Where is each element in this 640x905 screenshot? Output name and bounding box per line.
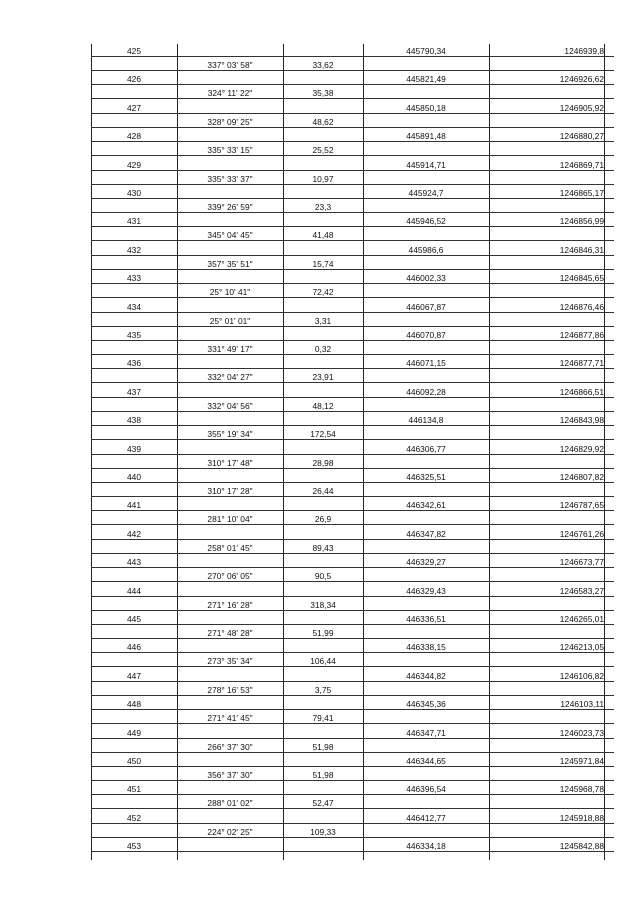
bearing-angle: 25° 10' 41" bbox=[209, 287, 251, 298]
point-number: 437 bbox=[127, 386, 141, 397]
segment-distance: 10,97 bbox=[312, 173, 334, 184]
coordinates-table bbox=[91, 44, 614, 860]
row-divider bbox=[91, 482, 614, 483]
coordinate-x: 446071,15 bbox=[406, 358, 446, 369]
row-divider bbox=[91, 170, 614, 171]
bearing-angle: 332° 04' 56" bbox=[207, 400, 253, 411]
segment-distance: 72,42 bbox=[312, 287, 334, 298]
row-divider bbox=[91, 766, 614, 767]
row-divider bbox=[91, 84, 614, 85]
coordinate-x: 446338,15 bbox=[406, 642, 446, 653]
row-divider bbox=[91, 610, 614, 611]
coordinate-x: 445946,52 bbox=[406, 216, 446, 227]
point-number: 450 bbox=[127, 756, 141, 766]
row-divider bbox=[91, 539, 614, 540]
bearing-angle: 270° 06' 05" bbox=[207, 571, 253, 582]
point-number: 433 bbox=[127, 273, 141, 284]
row-divider bbox=[91, 98, 614, 99]
bearing-angle: 271° 16' 28" bbox=[207, 599, 253, 610]
point-number: 452 bbox=[127, 812, 141, 823]
row-divider bbox=[91, 851, 614, 852]
coordinate-x: 446342,61 bbox=[406, 500, 446, 511]
row-divider bbox=[91, 141, 614, 142]
row-divider bbox=[91, 567, 614, 568]
row-divider bbox=[91, 624, 614, 625]
coordinate-y: 1246869,71 bbox=[559, 159, 604, 170]
row-divider bbox=[91, 326, 614, 327]
point-number: 436 bbox=[127, 358, 141, 369]
segment-distance: 35,38 bbox=[312, 88, 334, 99]
coordinate-x: 446067,87 bbox=[406, 301, 446, 312]
bearing-angle: 288° 01' 02" bbox=[207, 798, 253, 809]
segment-distance: 318,34 bbox=[310, 599, 336, 610]
point-number: 429 bbox=[127, 159, 141, 170]
point-number: 441 bbox=[127, 500, 141, 511]
row-divider bbox=[91, 454, 614, 455]
row-divider bbox=[91, 155, 614, 156]
coordinate-x: 446329,27 bbox=[406, 557, 446, 568]
bearing-angle: 271° 41' 45" bbox=[207, 713, 253, 724]
row-divider bbox=[91, 709, 614, 710]
row-divider bbox=[91, 652, 614, 653]
coordinate-y: 1246866,51 bbox=[559, 386, 604, 397]
row-divider bbox=[91, 695, 614, 696]
segment-distance: 52,47 bbox=[312, 798, 334, 809]
coordinate-x: 446396,54 bbox=[406, 784, 446, 795]
point-number: 438 bbox=[127, 415, 141, 426]
point-number: 442 bbox=[127, 528, 141, 539]
point-number: 451 bbox=[127, 784, 141, 795]
row-divider bbox=[91, 823, 614, 824]
coordinate-x: 446134,8 bbox=[408, 415, 444, 426]
bearing-angle: 310° 17' 48" bbox=[207, 457, 253, 468]
bearing-angle: 273° 35' 34" bbox=[207, 656, 253, 667]
row-divider bbox=[91, 269, 614, 270]
row-divider bbox=[91, 184, 614, 185]
row-divider bbox=[91, 368, 614, 369]
point-number: 449 bbox=[127, 727, 141, 738]
point-number: 428 bbox=[127, 131, 141, 142]
row-divider bbox=[91, 524, 614, 525]
coordinate-y: 1245842,88 bbox=[559, 841, 604, 852]
row-divider bbox=[91, 666, 614, 667]
row-divider bbox=[91, 468, 614, 469]
coordinate-y: 1246865,17 bbox=[559, 188, 604, 198]
coordinate-y: 1246023,73 bbox=[559, 727, 604, 738]
bearing-angle: 328° 09' 25" bbox=[207, 116, 253, 127]
segment-distance: 25,52 bbox=[312, 145, 334, 156]
coordinate-y: 1246583,27 bbox=[559, 585, 604, 596]
coordinate-y: 1246876,46 bbox=[559, 301, 604, 312]
coordinate-x: 446334,18 bbox=[406, 841, 446, 852]
coordinate-y: 1245971,84 bbox=[559, 756, 604, 766]
coordinate-x: 446002,33 bbox=[406, 273, 446, 284]
row-divider bbox=[91, 226, 614, 227]
coordinate-y: 1246905,92 bbox=[559, 102, 604, 113]
row-divider bbox=[91, 780, 614, 781]
segment-distance: 89,43 bbox=[312, 542, 334, 553]
row-divider bbox=[91, 283, 614, 284]
point-number: 426 bbox=[127, 74, 141, 85]
row-divider bbox=[91, 638, 614, 639]
point-number: 430 bbox=[127, 188, 141, 198]
bearing-angle: 356° 37' 30" bbox=[207, 770, 253, 780]
point-number: 447 bbox=[127, 670, 141, 681]
coordinate-x: 446325,51 bbox=[406, 472, 446, 482]
coordinate-y: 1246845,65 bbox=[559, 273, 604, 284]
point-number: 431 bbox=[127, 216, 141, 227]
bearing-angle: 335° 33' 37" bbox=[207, 173, 253, 184]
bearing-angle: 335° 33' 15" bbox=[207, 145, 253, 156]
row-divider bbox=[91, 113, 614, 114]
coordinate-y: 1246856,99 bbox=[559, 216, 604, 227]
bearing-angle: 310° 17' 28" bbox=[207, 486, 253, 496]
segment-distance: 26,44 bbox=[312, 486, 334, 496]
coordinate-x: 446344,65 bbox=[406, 756, 446, 766]
row-divider bbox=[91, 255, 614, 256]
row-divider bbox=[91, 596, 614, 597]
coordinate-y: 1246877,86 bbox=[559, 330, 604, 340]
coordinate-y: 1246673,77 bbox=[559, 557, 604, 568]
segment-distance: 48,12 bbox=[312, 400, 334, 411]
segment-distance: 48,62 bbox=[312, 116, 334, 127]
row-divider bbox=[91, 738, 614, 739]
row-divider bbox=[91, 70, 614, 71]
coordinate-x: 445821,49 bbox=[406, 74, 446, 85]
segment-distance: 15,74 bbox=[312, 258, 334, 269]
point-number: 439 bbox=[127, 443, 141, 454]
coordinate-x: 445986,6 bbox=[408, 244, 444, 255]
row-divider bbox=[91, 439, 614, 440]
point-number: 444 bbox=[127, 585, 141, 596]
bearing-angle: 266° 37' 30" bbox=[207, 741, 253, 752]
segment-distance: 79,41 bbox=[312, 713, 334, 724]
coordinate-y: 1246843,98 bbox=[559, 415, 604, 426]
bearing-angle: 357° 35' 51" bbox=[207, 258, 253, 269]
row-divider bbox=[91, 127, 614, 128]
point-number: 445 bbox=[127, 614, 141, 624]
point-number: 443 bbox=[127, 557, 141, 568]
coordinate-x: 445914,71 bbox=[406, 159, 446, 170]
bearing-angle: 337° 03' 58" bbox=[207, 60, 253, 70]
coordinate-x: 445891,48 bbox=[406, 131, 446, 142]
row-divider bbox=[91, 56, 614, 57]
bearing-angle: 345° 04' 45" bbox=[207, 230, 253, 241]
row-divider bbox=[91, 340, 614, 341]
segment-distance: 90,5 bbox=[314, 571, 332, 582]
coordinate-x: 446306,77 bbox=[406, 443, 446, 454]
point-number: 434 bbox=[127, 301, 141, 312]
bearing-angle: 331° 49' 17" bbox=[207, 344, 253, 354]
bearing-angle: 278° 16' 53" bbox=[207, 684, 253, 695]
bearing-angle: 271° 48' 28" bbox=[207, 628, 253, 638]
coordinate-y: 1246880,27 bbox=[559, 131, 604, 142]
coordinate-y: 1246213,05 bbox=[559, 642, 604, 653]
segment-distance: 106,44 bbox=[310, 656, 336, 667]
coordinate-y: 1246926,62 bbox=[559, 74, 604, 85]
coordinate-y: 1246761,26 bbox=[559, 528, 604, 539]
point-number: 425 bbox=[127, 46, 141, 56]
bearing-angle: 224° 02' 25" bbox=[207, 826, 253, 837]
row-divider bbox=[91, 382, 614, 383]
bearing-angle: 332° 04' 27" bbox=[207, 372, 253, 383]
row-divider bbox=[91, 312, 614, 313]
point-number: 427 bbox=[127, 102, 141, 113]
bearing-angle: 355° 19' 34" bbox=[207, 429, 253, 440]
segment-distance: 109,33 bbox=[310, 826, 336, 837]
coordinate-y: 1246807,82 bbox=[559, 472, 604, 482]
coordinate-y: 1246877,71 bbox=[559, 358, 604, 369]
point-number: 435 bbox=[127, 330, 141, 340]
segment-distance: 172,54 bbox=[310, 429, 336, 440]
segment-distance: 3,31 bbox=[314, 315, 332, 326]
segment-distance: 51,99 bbox=[312, 628, 334, 638]
coordinate-x: 446329,43 bbox=[406, 585, 446, 596]
coordinate-x: 445850,18 bbox=[406, 102, 446, 113]
row-divider bbox=[91, 198, 614, 199]
coordinate-x: 446344,82 bbox=[406, 670, 446, 681]
coordinate-x: 446092,28 bbox=[406, 386, 446, 397]
coordinate-x: 445924,7 bbox=[408, 188, 444, 198]
coordinate-x: 445790,34 bbox=[406, 46, 446, 56]
row-divider bbox=[91, 496, 614, 497]
row-divider bbox=[91, 752, 614, 753]
point-number: 432 bbox=[127, 244, 141, 255]
row-divider bbox=[91, 808, 614, 809]
row-divider bbox=[91, 510, 614, 511]
coordinate-y: 1245918,88 bbox=[559, 812, 604, 823]
coordinate-x: 446412,77 bbox=[406, 812, 446, 823]
row-divider bbox=[91, 581, 614, 582]
row-divider bbox=[91, 397, 614, 398]
segment-distance: 51,98 bbox=[312, 741, 334, 752]
row-divider bbox=[91, 425, 614, 426]
segment-distance: 33,62 bbox=[312, 60, 334, 70]
row-divider bbox=[91, 794, 614, 795]
point-number: 448 bbox=[127, 699, 141, 710]
coordinate-x: 446347,82 bbox=[406, 528, 446, 539]
coordinate-x: 446347,71 bbox=[406, 727, 446, 738]
row-divider bbox=[91, 411, 614, 412]
segment-distance: 23,3 bbox=[314, 202, 332, 212]
coordinate-x: 446336,51 bbox=[406, 614, 446, 624]
segment-distance: 51,98 bbox=[312, 770, 334, 780]
segment-distance: 0,32 bbox=[314, 344, 332, 354]
point-number: 453 bbox=[127, 841, 141, 852]
point-number: 440 bbox=[127, 472, 141, 482]
bearing-angle: 339° 26' 59" bbox=[207, 202, 253, 212]
row-divider bbox=[91, 212, 614, 213]
bearing-angle: 324° 11' 22" bbox=[207, 88, 253, 99]
coordinate-y: 1246939,8 bbox=[564, 46, 604, 56]
coordinate-y: 1246787,65 bbox=[559, 500, 604, 511]
row-divider bbox=[91, 681, 614, 682]
segment-distance: 26,9 bbox=[314, 514, 332, 525]
coordinate-y: 1246846,31 bbox=[559, 244, 604, 255]
coordinate-x: 446345,36 bbox=[406, 699, 446, 710]
row-divider bbox=[91, 240, 614, 241]
row-divider bbox=[91, 553, 614, 554]
coordinate-x: 446070,87 bbox=[406, 330, 446, 340]
coordinate-y: 1246106,82 bbox=[559, 670, 604, 681]
point-number: 446 bbox=[127, 642, 141, 653]
coordinate-y: 1246265,01 bbox=[559, 614, 604, 624]
row-divider bbox=[91, 354, 614, 355]
coordinate-y: 1245968,78 bbox=[559, 784, 604, 795]
segment-distance: 23,91 bbox=[312, 372, 334, 383]
coordinate-y: 1246829,92 bbox=[559, 443, 604, 454]
bearing-angle: 258° 01' 45" bbox=[207, 542, 253, 553]
coordinate-y: 1246103,11 bbox=[560, 699, 604, 710]
row-divider bbox=[91, 297, 614, 298]
bearing-angle: 25° 01' 01" bbox=[209, 315, 251, 326]
row-divider bbox=[91, 723, 614, 724]
bearing-angle: 281° 10' 04" bbox=[207, 514, 253, 525]
segment-distance: 3,75 bbox=[314, 684, 332, 695]
segment-distance: 28,98 bbox=[312, 457, 334, 468]
segment-distance: 41,48 bbox=[312, 230, 334, 241]
row-divider bbox=[91, 837, 614, 838]
